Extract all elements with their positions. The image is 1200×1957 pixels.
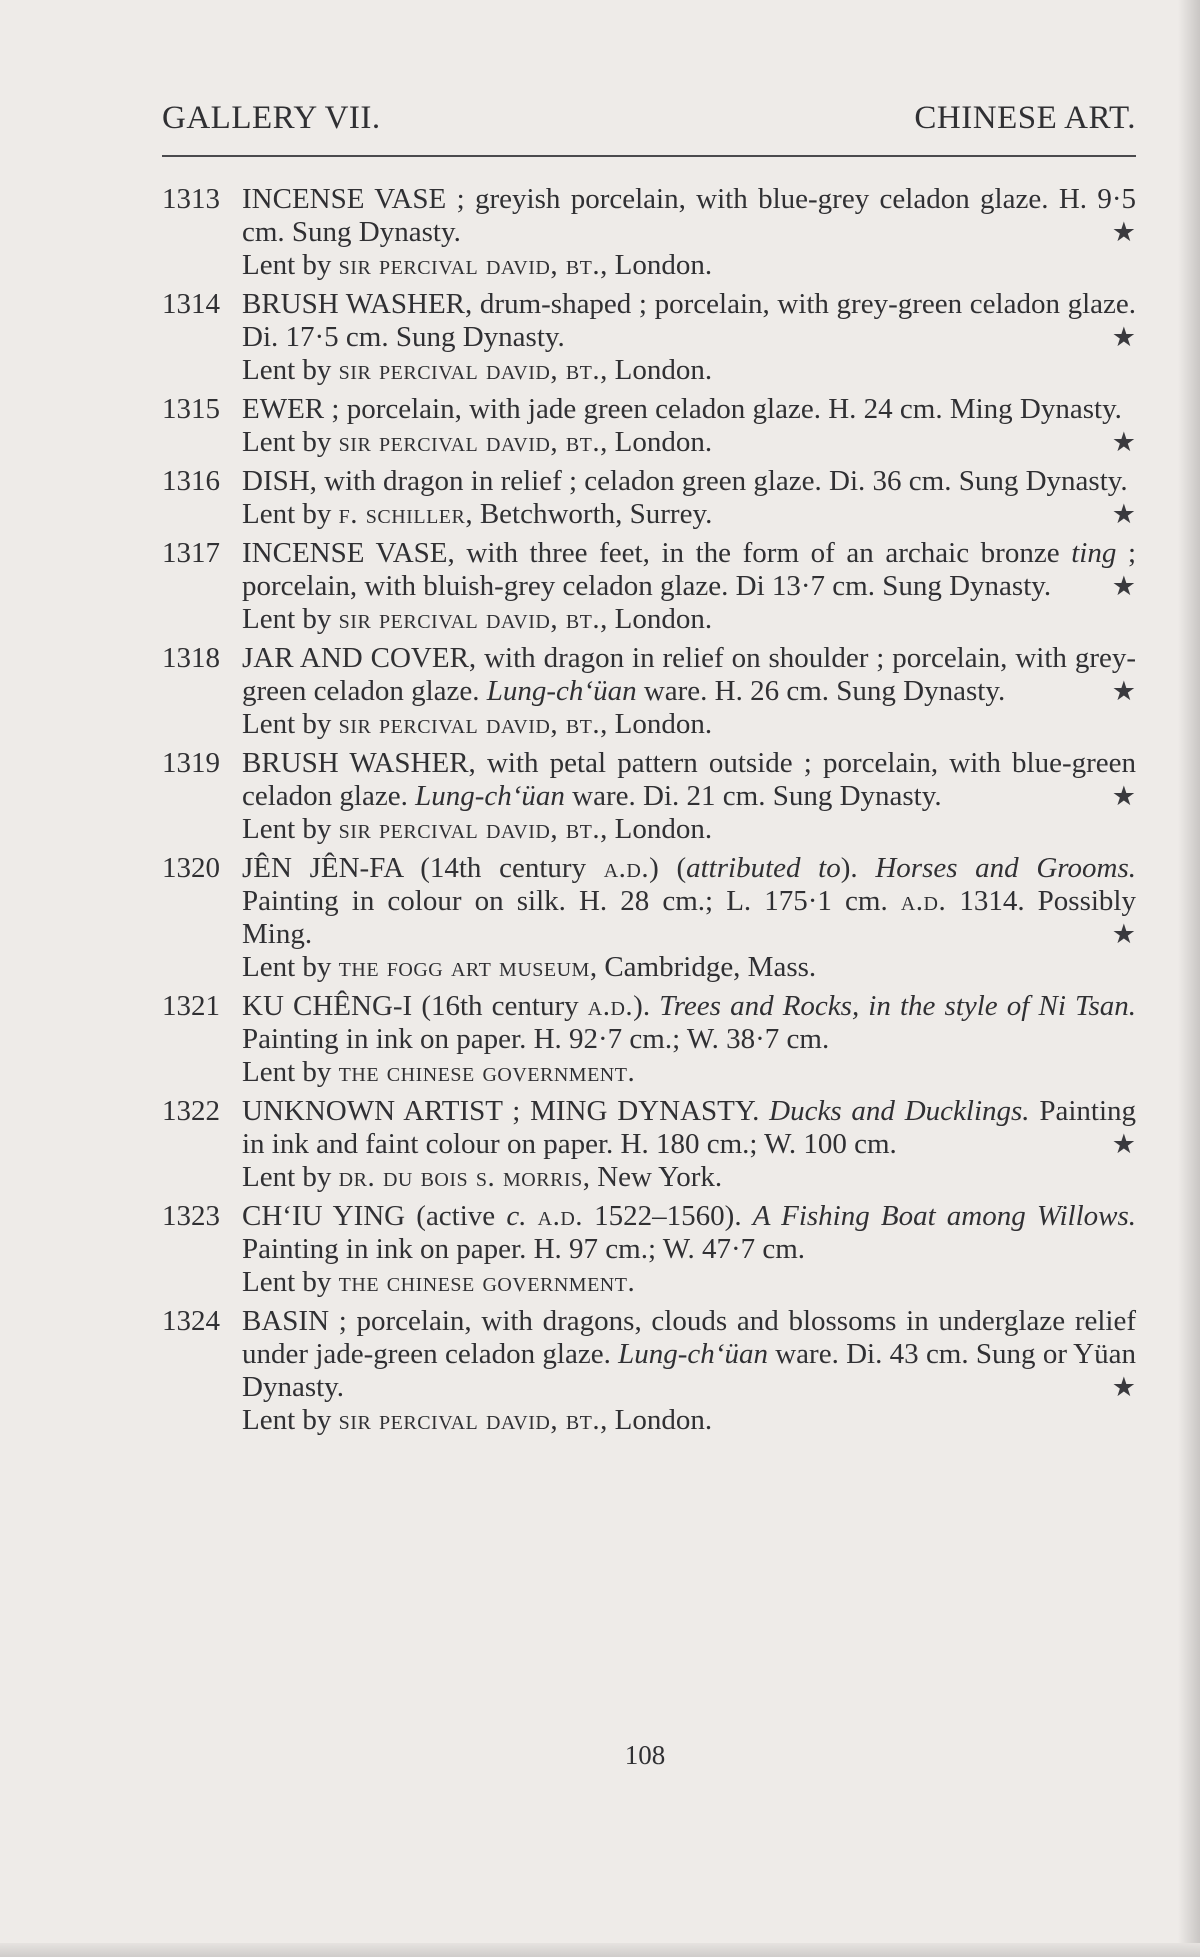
star-icon: ★ — [1111, 1129, 1136, 1159]
running-header — [162, 100, 1136, 142]
entry-title: DISH, — [242, 465, 317, 497]
lender-name: sir percival david, bt. — [338, 354, 601, 386]
header-gallery: GALLERY VII. — [162, 100, 381, 136]
star-icon: ★ — [1111, 571, 1136, 601]
star-icon: ★ — [1111, 1372, 1136, 1402]
catalogue-entry — [162, 393, 1136, 459]
entry-lender: Lent by sir percival david, bt., London. — [242, 1404, 713, 1436]
entry-number: 1317 — [162, 537, 220, 569]
lender-name: sir percival david, bt. — [338, 249, 601, 281]
entry-description: BASIN ; porcelain, with dragons, clouds and blossoms in underglaze relief under jade-green celadon glaze. Lung-ch‘üan ware. Di. 43 cm. Sung or Yüan Dynasty. ★ — [242, 1305, 1136, 1403]
star-icon: ★ — [1111, 217, 1136, 247]
catalogue-entry — [162, 642, 1136, 741]
entry-lender: Lent by sir percival david, bt., London. ★ — [242, 426, 1136, 458]
entry-description: JÊN JÊN-FA (14th century a.d.) (attributed to). Horses and Grooms. Painting in colour on silk. H. 28 cm.; L. 175·1 cm. a.d. 1314. Possibly Ming. ★ — [242, 852, 1136, 950]
entry-title: EWER ; — [242, 393, 340, 425]
entry-lender: Lent by the chinese government. — [242, 1056, 635, 1088]
catalogue-entry — [162, 537, 1136, 636]
entry-number: 1323 — [162, 1200, 220, 1232]
entry-title: KU CHÊNG-I — [242, 990, 413, 1022]
lender-name: dr. du bois s. morris — [338, 1161, 583, 1193]
entry-title: UNKNOWN ARTIST ; MING DYNASTY. — [242, 1095, 760, 1127]
lender-name: sir percival david, bt. — [338, 426, 601, 458]
star-icon: ★ — [1111, 499, 1136, 529]
entry-title: CH‘IU YING — [242, 1200, 406, 1232]
entry-lender: Lent by f. schiller, Betchworth, Surrey. — [242, 498, 713, 530]
catalogue-entry — [162, 465, 1136, 531]
entry-number: 1324 — [162, 1305, 220, 1337]
entry-title: INCENSE VASE, — [242, 537, 455, 569]
entry-lender: Lent by the fogg art museum, Cambridge, Mass. — [242, 951, 817, 983]
entry-lender: Lent by the chinese government. — [242, 1266, 635, 1298]
catalogue-entry — [162, 1305, 1136, 1437]
entry-title: BRUSH WASHER, — [242, 288, 473, 320]
entry-title: JAR AND COVER, — [242, 642, 477, 674]
entry-lender: Lent by dr. du bois s. morris, New York. — [242, 1161, 723, 1193]
entry-title: JÊN JÊN-FA — [242, 852, 403, 884]
entry-number: 1320 — [162, 852, 220, 884]
catalogue-entry — [162, 183, 1136, 282]
catalogue-entry — [162, 747, 1136, 846]
entry-number: 1314 — [162, 288, 220, 320]
entry-title: BRUSH WASHER, — [242, 747, 476, 779]
entry-number: 1318 — [162, 642, 220, 674]
page-bottom-shadow — [0, 1943, 1200, 1957]
catalogue-entry — [162, 852, 1136, 984]
catalogue-entries — [162, 183, 1136, 1443]
entry-description: DISH, with dragon in relief ; celadon green glaze. Di. 36 cm. Sung Dynasty. ★ — [242, 465, 1136, 529]
lender-name: sir percival david, bt. — [338, 813, 601, 845]
lender-name: sir percival david, bt. — [338, 603, 601, 635]
lender-name: the chinese government — [338, 1056, 628, 1088]
entry-description: JAR AND COVER, with dragon in relief on shoulder ; porcelain, with grey-green celadon glaze. Lung-ch‘üan ware. H. 26 cm. Sung Dynasty. ★ — [242, 642, 1137, 707]
header-rule — [162, 155, 1136, 157]
star-icon: ★ — [1111, 676, 1136, 706]
lender-name: f. schiller — [338, 498, 466, 530]
star-icon: ★ — [1111, 322, 1136, 352]
entry-lender: Lent by sir percival david, bt., London. — [242, 603, 713, 635]
catalogue-entry — [162, 1095, 1136, 1194]
entry-number: 1319 — [162, 747, 220, 779]
lender-name: sir percival david, bt. — [338, 708, 601, 740]
entry-description: INCENSE VASE ; greyish porcelain, with blue-grey celadon glaze. H. 9·5 cm. Sung Dynasty. ★ — [242, 183, 1137, 248]
entry-title: INCENSE VASE ; — [242, 183, 465, 215]
entry-number: 1313 — [162, 183, 220, 215]
header-section: CHINESE ART. — [914, 100, 1136, 136]
entry-lender: Lent by sir percival david, bt., London. — [242, 249, 713, 281]
page-edge-shadow — [1178, 0, 1200, 1957]
lender-name: the fogg art museum — [338, 951, 590, 983]
entry-description: EWER ; porcelain, with jade green celadon glaze. H. 24 cm. Ming Dynasty. — [242, 393, 1122, 425]
entry-lender: Lent by sir percival david, bt., London. — [242, 813, 713, 845]
catalogue-entry — [162, 990, 1136, 1089]
star-icon: ★ — [1111, 781, 1136, 811]
entry-description: INCENSE VASE, with three feet, in the form of an archaic bronze ting ; porcelain, with bluish-grey celadon glaze. Di 13·7 cm. Sung Dynasty. ★ — [242, 537, 1136, 602]
entry-lender: Lent by sir percival david, bt., London. — [242, 354, 713, 386]
entry-title: BASIN ; — [242, 1305, 347, 1337]
catalogue-entry — [162, 288, 1136, 387]
entry-number: 1316 — [162, 465, 220, 497]
star-icon: ★ — [1111, 919, 1136, 949]
lender-name: sir percival david, bt. — [338, 1404, 601, 1436]
entry-description: KU CHÊNG-I (16th century a.d.). Trees and Rocks, in the style of Ni Tsan. Painting in ink on paper. H. 92·7 cm.; W. 38·7 cm. — [242, 990, 1136, 1055]
entry-description: BRUSH WASHER, with petal pattern outside ; porcelain, with blue-green celadon glaze. Lung-ch‘üan ware. Di. 21 cm. Sung Dynasty. ★ — [242, 747, 1136, 812]
star-icon: ★ — [1111, 427, 1136, 457]
entry-number: 1315 — [162, 393, 220, 425]
lender-name: the chinese government — [338, 1266, 628, 1298]
page-number: 108 — [624, 1740, 666, 1770]
entry-number: 1322 — [162, 1095, 220, 1127]
entry-description: BRUSH WASHER, drum-shaped ; porcelain, with grey-green celadon glaze. Di. 17·5 cm. Sung Dynasty. ★ — [242, 288, 1136, 353]
entry-number: 1321 — [162, 990, 220, 1022]
entry-description: UNKNOWN ARTIST ; MING DYNASTY. Ducks and Ducklings. Painting in ink and faint colour on paper. H. 180 cm.; W. 100 cm. ★ — [242, 1095, 1137, 1160]
catalogue-entry — [162, 1200, 1136, 1299]
entry-lender: Lent by sir percival david, bt., London. — [242, 708, 713, 740]
entry-description: CH‘IU YING (active c. a.d. 1522–1560). A Fishing Boat among Willows. Painting in ink on paper. H. 97 cm.; W. 47·7 cm. — [242, 1200, 1137, 1265]
